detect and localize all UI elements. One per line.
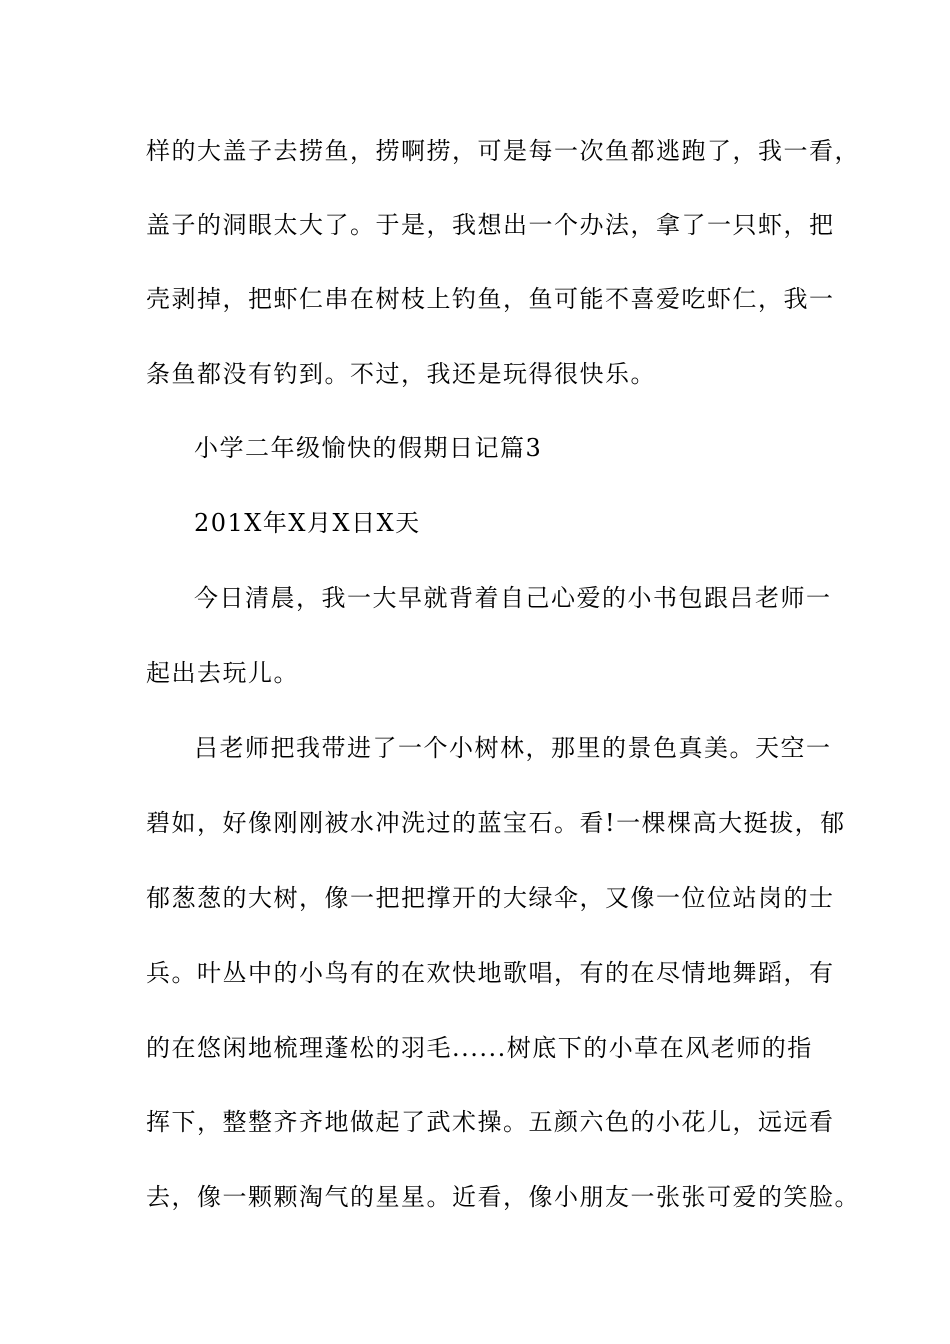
paragraph-line: 吕老师把我带进了一个小树林，那里的景色真美。天空一 (194, 734, 832, 762)
paragraph-line: 今日清晨，我一大早就背着自己心爱的小书包跟吕老师一 (194, 584, 832, 612)
paragraph-line: 郁葱葱的大树，像一把把撑开的大绿伞，又像一位位站岗的士 (146, 884, 835, 912)
paragraph-line: 兵。叶丛中的小鸟有的在欢快地歌唱，有的在尽情地舞蹈，有 (146, 959, 835, 987)
paragraph-line: 起出去玩儿。 (146, 659, 299, 687)
paragraph-line: 样的大盖子去捞鱼，捞啊捞，可是每一次鱼都逃跑了，我一看， (146, 137, 860, 165)
paragraph-line: 碧如，好像刚刚被水冲洗过的蓝宝石。看!一棵棵高大挺拔，郁 (146, 809, 846, 837)
section-heading: 小学二年级愉快的假期日记篇3 (194, 434, 543, 462)
paragraph-line: 条鱼都没有钓到。不过，我还是玩得很快乐。 (146, 360, 656, 388)
paragraph-line: 挥下，整整齐齐地做起了武术操。五颜六色的小花儿，远远看 (146, 1108, 835, 1136)
paragraph-line: 去，像一颗颗淘气的星星。近看，像小朋友一张张可爱的笑脸。 (146, 1183, 860, 1211)
diary-date: 201X年X月X日X天 (194, 509, 421, 537)
paragraph-line: 的在悠闲地梳理蓬松的羽毛......树底下的小草在风老师的指 (146, 1034, 813, 1062)
paragraph-line: 盖子的洞眼太大了。于是，我想出一个办法，拿了一只虾，把 (146, 211, 835, 239)
paragraph-line: 壳剥掉，把虾仁串在树枝上钓鱼，鱼可能不喜爱吃虾仁，我一 (146, 285, 835, 313)
